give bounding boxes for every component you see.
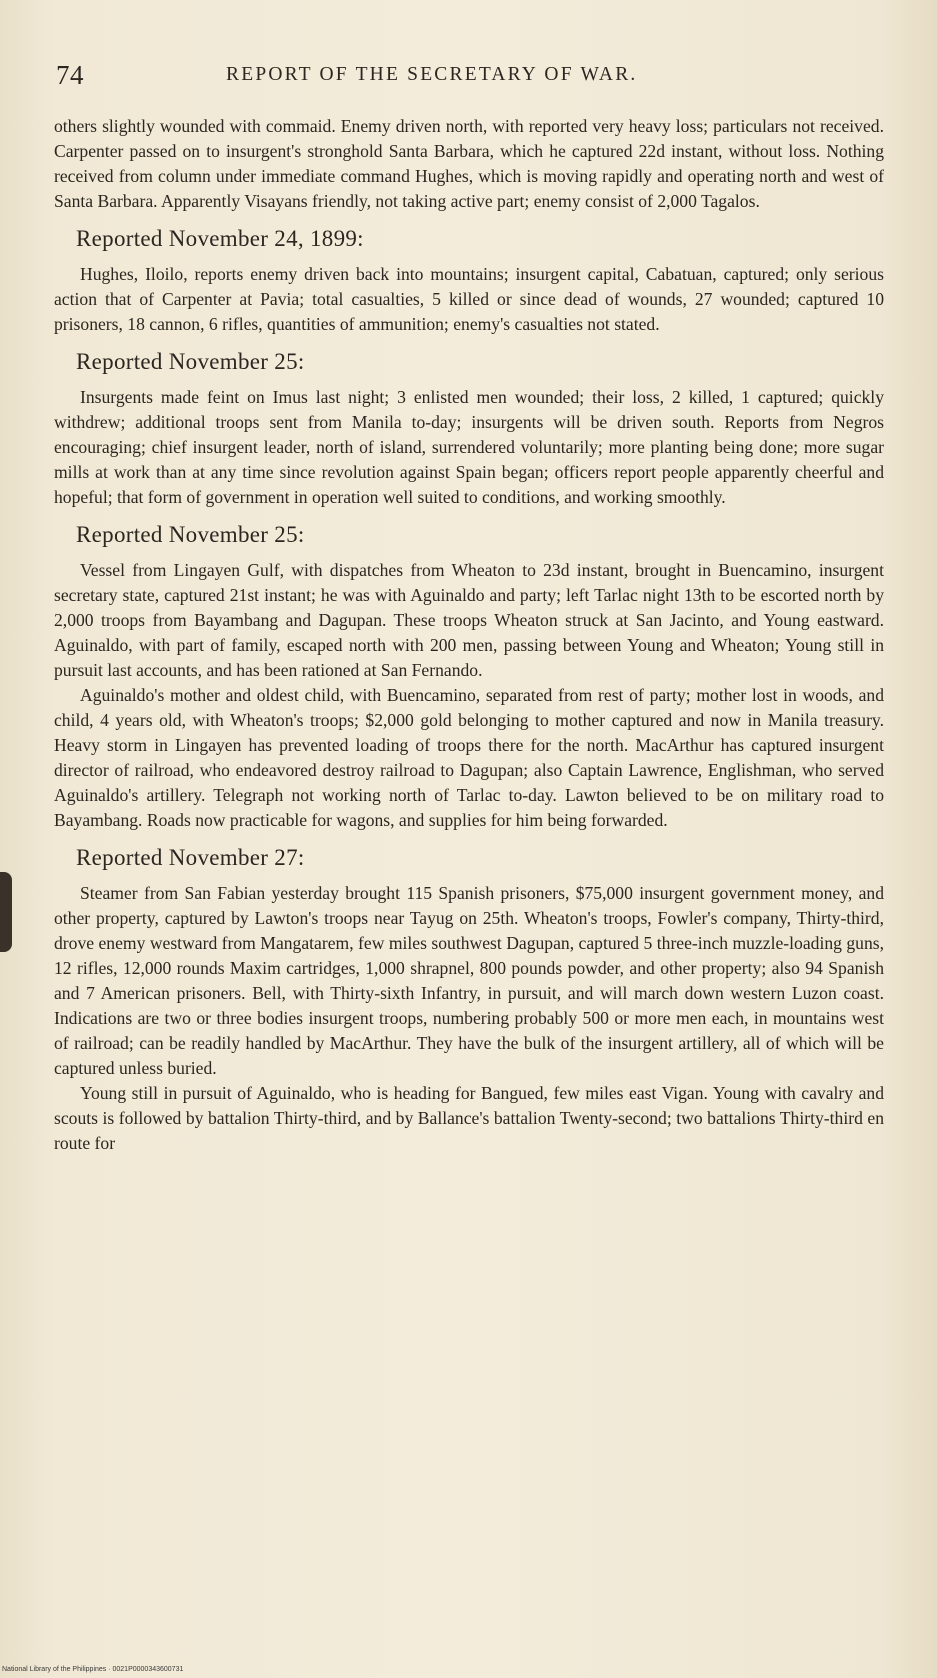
section-nov-25-b [54,521,884,833]
section-heading: Reported November 25: [76,522,305,547]
paragraph: Hughes, Iloilo, reports enemy driven back into mountains; insurgent capital, Cabatuan, captured; only serious action that of Carpenter at Pavia; total casualties, 5 killed or since dead of wounds, 27 wounded; captured 10 prisoners, 18 cannon, 6 rifles, quantities of ammunition; enemy's casualties not stated. [54,264,884,334]
section-nov-24 [54,225,884,337]
page-body [54,114,884,1156]
paragraph: Young still in pursuit of Aguinaldo, who is heading for Bangued, few miles east Vigan. Young with cavalry and scouts is followed by battalion Thirty-third, and by Ballance's battalion Twenty-second; two battalions Thirty-third en route for [54,1083,884,1153]
page-header [56,60,882,90]
section-nov-25-a [54,348,884,510]
section-heading: Reported November 27: [76,845,305,870]
paragraph: others slightly wounded with commaid. Enemy driven north, with reported very heavy loss; particulars not received. Carpenter passed on to insurgent's stronghold Santa Barbara, which he captured 22d instant, without loss. Nothing received from column under immediate command Hughes, which is moving rapidly and operating north and west of Santa Barbara. Apparently Visayans friendly, not taking active part; enemy consist of 2,000 Tagalos. [54,116,884,211]
section-heading: Reported November 25: [76,349,305,374]
page-number: 74 [56,60,84,90]
paragraph: Aguinaldo's mother and oldest child, with Buencamino, separated from rest of party; mother lost in woods, and child, 4 years old, with Wheaton's troops; $2,000 gold belonging to mother captured and now in Manila treasury. Heavy storm in Lingayen has prevented loading of troops there for the north. MacArthur has captured insurgent director of railroad, who endeavored destroy railroad to Dagupan; also Captain Lawrence, Englishman, who served Aguinaldo's artillery. Telegraph not working north of Tarlac to-day. Lawton believed to be on military road to Bayambang. Roads now practicable for wagons, and supplies for him being forwarded. [54,685,884,830]
section-nov-27 [54,844,884,1156]
paragraph: Vessel from Lingayen Gulf, with dispatches from Wheaton to 23d instant, brought in Buencamino, insurgent secretary state, captured 21st instant; he was with Aguinaldo and party; left Tarlac night 13th to be escorted north by 2,000 troops from Bayambang and Dagupan. These troops Wheaton struck at San Jacinto, and Young eastward. Aguinaldo, with part of family, escaped north with 200 men, passing between Young and Wheaton; Young still in pursuit last accounts, and has been rationed at San Fernando. [54,560,884,680]
running-head: REPORT OF THE SECRETARY OF WAR. [226,64,638,85]
section-heading: Reported November 24, 1899: [76,226,364,251]
section-continuation [54,114,884,214]
paragraph: Insurgents made feint on Imus last night; 3 enlisted men wounded; their loss, 2 killed, 1 captured; quickly withdrew; additional troops sent from Manila to-day; insurgents will be driven south. Reports from Negros encouraging; chief insurgent leader, north of island, surrendered voluntarily; more planting being done; more sugar mills at work than at any time since revolution against Spain began; officers report people apparently cheerful and hopeful; that form of government in operation well suited to conditions, and working smoothly. [54,387,884,507]
scan-credit: National Library of the Philippines · 0021P0000343600731 [2,1666,184,1673]
binding-mark [0,872,12,952]
paragraph: Steamer from San Fabian yesterday brought 115 Spanish prisoners, $75,000 insurgent government money, and other property, captured by Lawton's troops near Tayug on 25th. Wheaton's troops, Fowler's company, Thirty-third, drove enemy westward from Mangatarem, few miles southwest Dagupan, captured 5 three-inch muzzle-loading guns, 12 rifles, 12,000 rounds Maxim cartridges, 1,000 shrapnel, 800 pounds powder, and other property; also 94 Spanish and 7 American prisoners. Bell, with Thirty-sixth Infantry, in pursuit, and will march down western Luzon coast. Indications are two or three bodies insurgent troops, numbering probably 500 or more men each, in mountains west of railroad; can be readily handled by MacArthur. They have the bulk of the insurgent artillery, all of which will be captured unless buried. [54,883,884,1078]
